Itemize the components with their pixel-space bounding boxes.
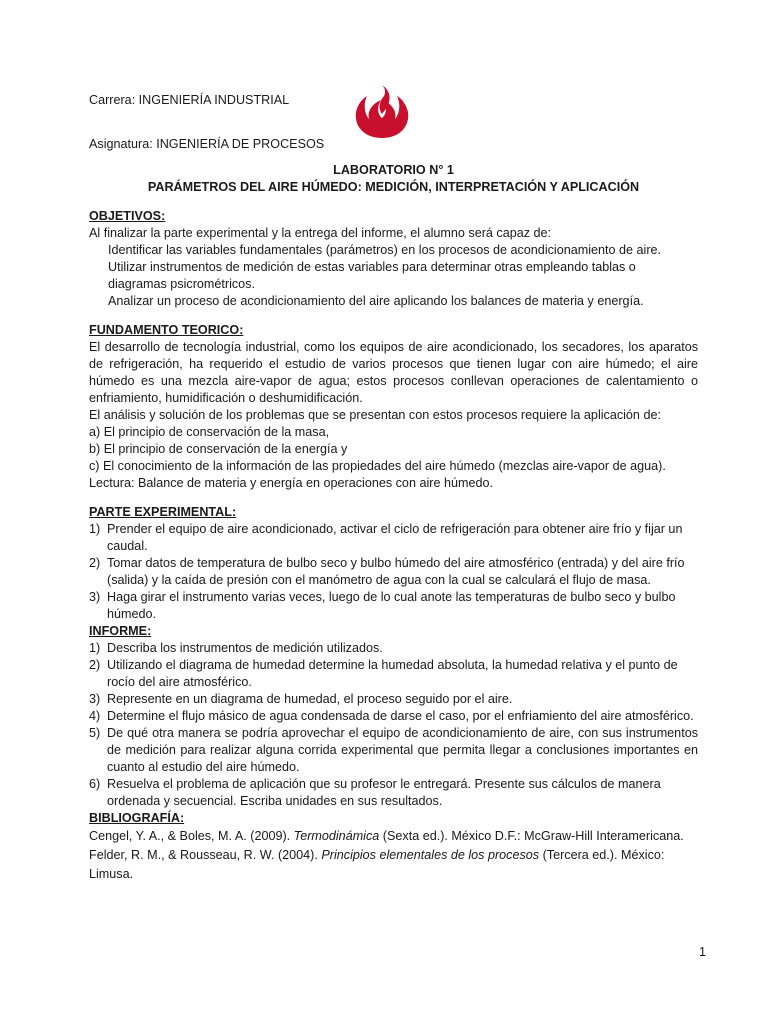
list-item: 6) Resuelva el problema de aplicación que su profesor le entregará. Presente sus cálculos de manera ordenada y secuencial. Escriba unidades en sus resultados.: [89, 777, 661, 808]
list-item: 2) Utilizando el diagrama de humedad determine la humedad absoluta, la humedad relativa y el punto de rocío del aire atmosférico.: [89, 658, 678, 689]
fundamento-item-a: a) El principio de conservación de la masa,: [89, 425, 330, 439]
document-body: [89, 162, 698, 884]
university-logo-icon: [352, 84, 412, 140]
experimental-heading: PARTE EXPERIMENTAL:: [89, 505, 237, 519]
fundamento-item-b: b) El principio de conservación de la energía y: [89, 442, 348, 456]
list-item: Utilizar instrumentos de medición de estas variables para determinar otras empleando tablas o diagramas psicrométricos.: [89, 259, 698, 293]
reference-item: Cengel, Y. A., & Boles, M. A. (2009). Termodinámica (Sexta ed.). México D.F.: McGraw-Hill Interamericana.: [89, 829, 684, 843]
lab-subtitle: PARÁMETROS DEL AIRE HÚMEDO: MEDICIÓN, INTERPRETACIÓN Y APLICACIÓN: [147, 180, 640, 194]
fundamento-paragraph: El desarrollo de tecnología industrial, como los equipos de aire acondicionado, los secadores, los aparatos de refrigeración, ha requerido el estudio de varios procesos que tienen lugar con aire húmedo; el aire húmedo es una mezcla aire-vapor de agua; estos procesos conllevan operaciones de calentamiento o enfriamiento, humidificación o deshumidificación.: [89, 340, 698, 405]
bullet-icon: [89, 293, 108, 310]
bullet-icon: [89, 259, 108, 293]
list-item: Analizar un proceso de acondicionamiento del aire aplicando los balances de materia y energía.: [89, 293, 698, 310]
list-item: 1) Describa los instrumentos de medición utilizados.: [89, 641, 383, 655]
bullet-icon: [89, 242, 108, 259]
page-number: 1: [698, 945, 706, 959]
subject-label: Asignatura: INGENIERÍA DE PROCESOS: [89, 137, 325, 151]
fundamento-heading: FUNDAMENTO TEORICO:: [89, 323, 244, 337]
list-item: 2) Tomar datos de temperatura de bulbo seco y bulbo húmedo del aire atmosférico (entrada) y del aire frío (salida) y la caída de presión con el manómetro de agua con la cual se calculará el flujo de masa.: [89, 556, 685, 587]
informe-heading: INFORME:: [89, 624, 152, 638]
list-item: 5) De qué otra manera se podría aprovechar el equipo de acondicionamiento de aire, con sus instrumentos de medición para realizar alguna corrida experimental que permita llegar a conclusiones importantes en cuanto al estudio del aire húmedo.: [89, 726, 698, 774]
lab-title: LABORATORIO N° 1: [333, 163, 454, 177]
list-item: 4) Determine el flujo másico de agua condensada de darse el caso, por el enfriamiento del aire atmosférico.: [89, 709, 694, 723]
fundamento-item-c: c) El conocimiento de la información de las propiedades del aire húmedo (mezclas aire-vapor de agua).: [89, 459, 666, 473]
fundamento-paragraph: El análisis y solución de los problemas que se presentan con estos procesos requiere la aplicación de:: [89, 408, 661, 422]
career-label: Carrera: INGENIERÍA INDUSTRIAL: [89, 93, 290, 107]
list-item: 3) Haga girar el instrumento varias veces, luego de lo cual anote las temperaturas de bulbo seco y bulbo húmedo.: [89, 590, 676, 621]
list-item: 3) Represente en un diagrama de humedad, el proceso seguido por el aire.: [89, 692, 513, 706]
list-item: 1) Prender el equipo de aire acondicionado, activar el ciclo de refrigeración para obtener aire frío y fijar un caudal.: [89, 522, 683, 553]
objetivos-heading: OBJETIVOS:: [89, 209, 166, 223]
objetivos-intro: Al finalizar la parte experimental y la entrega del informe, el alumno será capaz de:: [89, 226, 552, 240]
fundamento-lectura: Lectura: Balance de materia y energía en operaciones con aire húmedo.: [89, 476, 493, 490]
bibliografia-heading: BIBLIOGRAFÍA:: [89, 811, 185, 825]
reference-item: Felder, R. M., & Rousseau, R. W. (2004). Principios elementales de los procesos (Tercera ed.). México: Limusa.: [89, 848, 665, 881]
list-item: Identificar las variables fundamentales (parámetros) en los procesos de acondicionamiento de aire.: [89, 242, 698, 259]
